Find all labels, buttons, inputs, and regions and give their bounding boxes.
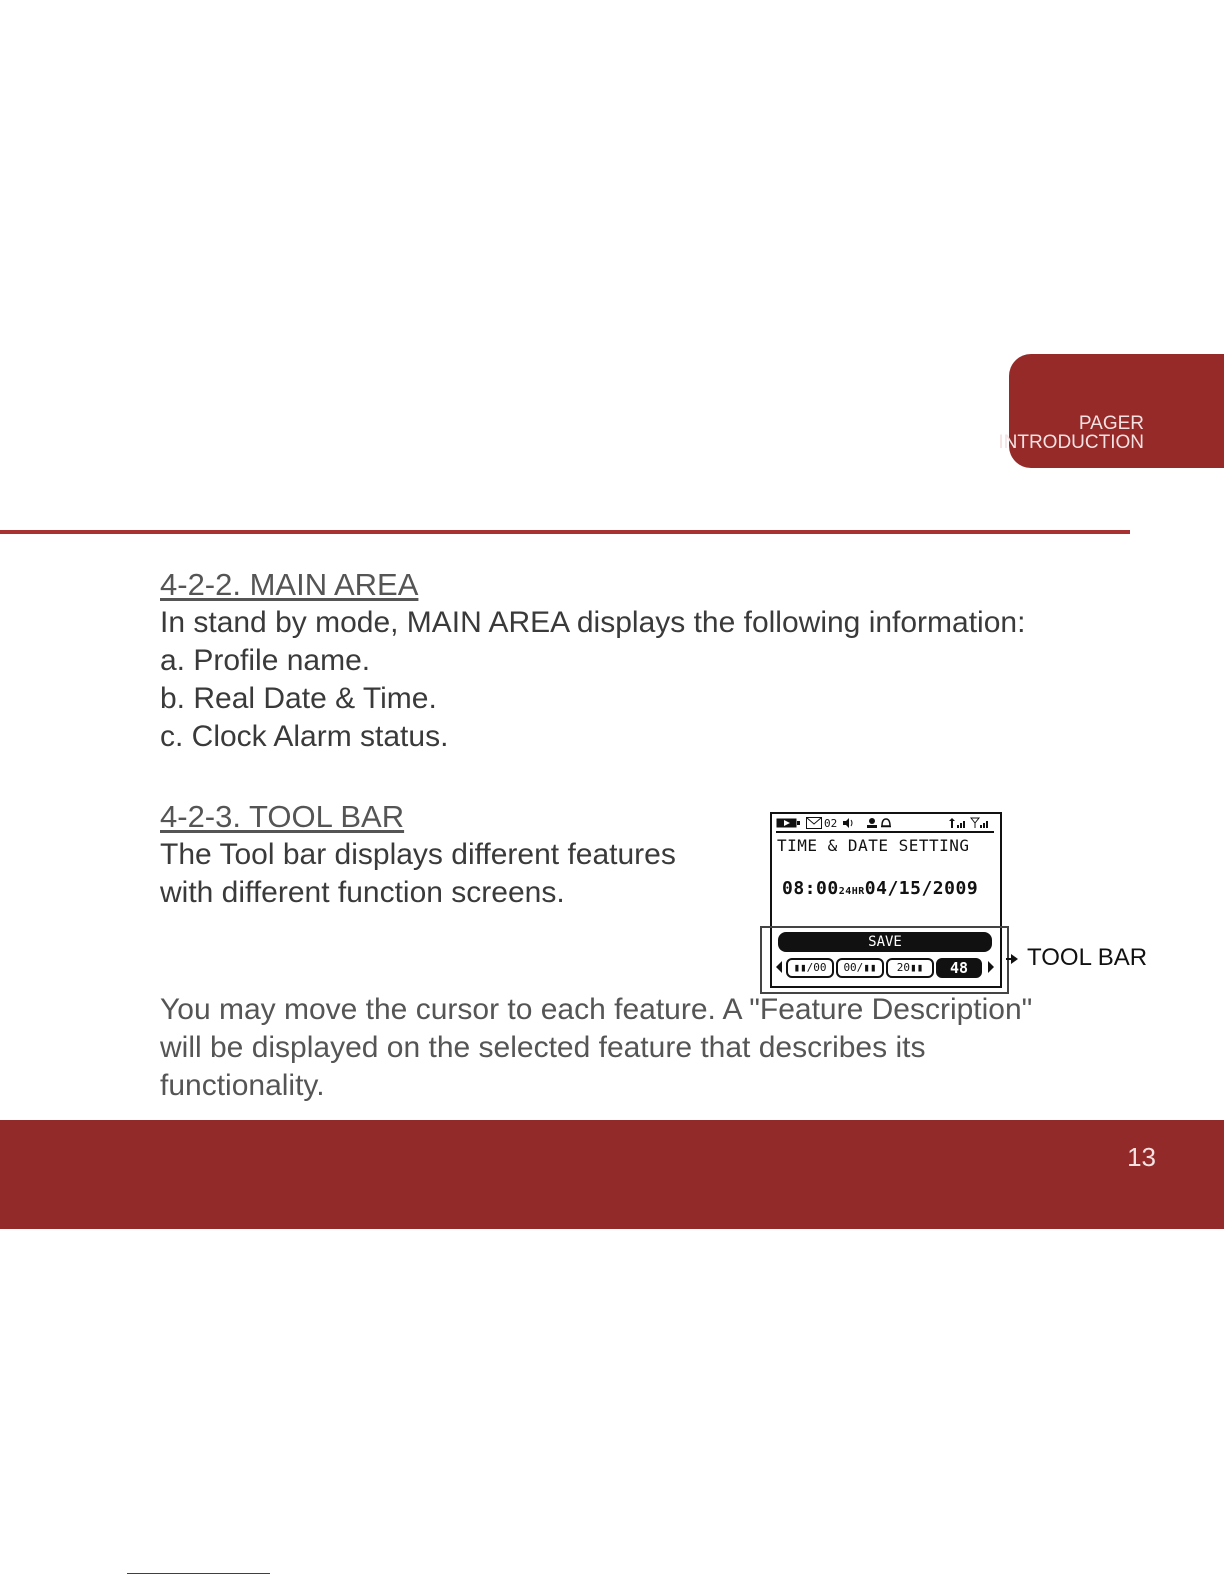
screen-title: TIME & DATE SETTING [777,836,970,855]
hour-mode: 24HR [838,886,865,897]
tool-item-1: ▮▮/00 [786,958,834,978]
section-tab-line1: PAGER [1078,413,1144,434]
screen-date: 04/15/2009 [864,878,979,899]
tool-item-2: 00/▮▮ [836,958,884,978]
section-tab [998,354,1224,468]
section-tab-line2: INTRODUCTION [998,432,1144,453]
section-tab-label [998,414,1144,452]
alarm-bell-icon [880,817,892,833]
footnote-rule [127,1573,270,1574]
main-area-intro: In stand by mode, MAIN AREA displays the following information: [160,606,1026,639]
battery-icon [776,817,802,833]
main-area-item-c: c. Clock Alarm status. [160,720,449,753]
tool-bar-callout-label: TOOL BAR [1027,944,1148,971]
tool-bar-section [160,798,1160,912]
main-area-item-b: b. Real Date & Time. [160,682,437,715]
tool-bar-highlight [760,926,1009,994]
main-area-section [160,566,1120,756]
message-count: 02 [824,817,838,830]
screen-time: 08:00 [782,878,839,899]
tool-item-selected: 48 [936,958,982,978]
profile-icon [866,817,878,833]
tool-bar-text [160,798,740,912]
header-rule [0,530,1130,534]
feature-description-save: SAVE [778,932,992,952]
tool-bar-line-1: The Tool bar displays different features [160,838,676,871]
description-line-1: You may move the cursor to each feature. A "Feature Description" [160,993,1033,1026]
tool-bar-line-2: with different function screens. [160,876,565,909]
antenna-signal-icon [948,817,968,833]
description-line-2: will be displayed on the selected feature that describes its [160,1031,926,1064]
tool-bar-heading: 4-2-3. TOOL BAR [160,799,405,834]
tool-item-3: 20▮▮ [886,958,934,978]
screen-datetime [782,878,978,899]
main-area-heading: 4-2-2. MAIN AREA [160,567,419,602]
speaker-icon [842,817,856,833]
main-area-item-a: a. Profile name. [160,644,371,677]
signal-strength-icon [970,817,992,833]
feature-description-text [160,991,1120,1105]
footer-band [0,1120,1224,1229]
callout-arrow-icon [1011,954,1018,964]
description-line-3: functionality. [160,1069,325,1102]
page-number: 13 [1127,1142,1156,1172]
status-bar [776,817,994,833]
message-icon [806,817,822,833]
